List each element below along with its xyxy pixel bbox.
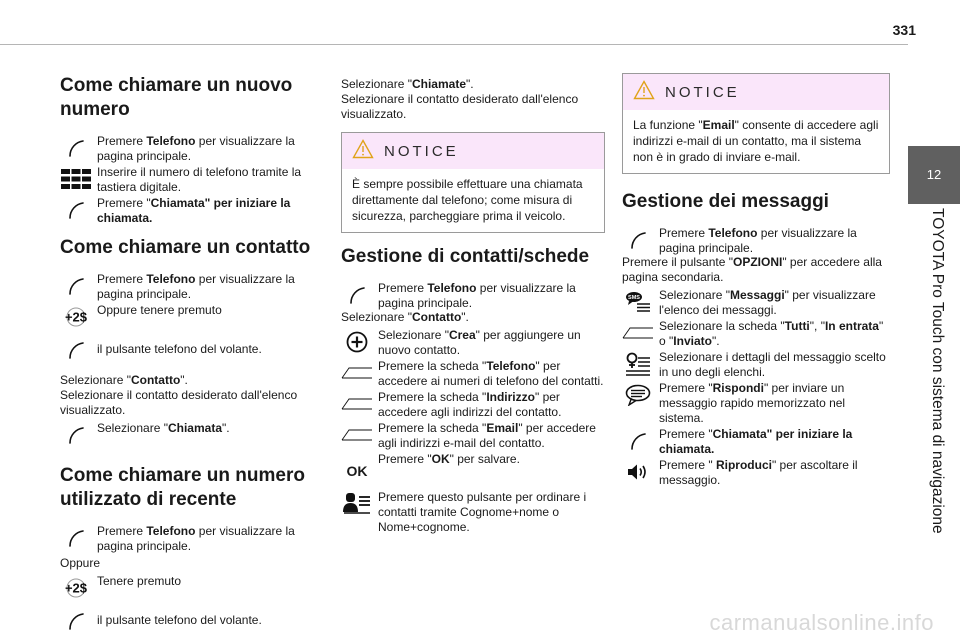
paragraph: Selezionare "Contatto". Selezionare il contatto desiderato dall'elenco visualizzato. <box>60 373 298 417</box>
notice-text: La funzione "Email" consente di accedere agli indirizzi e-mail di un contatto, ma il sistema non è in grado di inviare e-mail. <box>633 118 879 164</box>
step-row <box>622 226 890 256</box>
paragraph: Oppure <box>60 556 101 570</box>
svg-text:+2$: +2$ <box>64 309 88 325</box>
paragraph: Selezionare "Contatto". <box>341 310 469 324</box>
step-row <box>341 421 605 451</box>
notice-title: NOTICE <box>384 142 459 160</box>
step-row <box>341 281 605 311</box>
step-row <box>60 421 322 450</box>
keypad-icon <box>60 166 92 192</box>
step-text: Premere "Chiamata" per iniziare la chiamata. <box>659 427 853 456</box>
section-title-contacts: Gestione di contatti/schede <box>341 246 590 267</box>
step-text: Oppure tenere premuto <box>97 303 222 317</box>
speaker-icon <box>622 459 654 485</box>
notice-title: NOTICE <box>665 83 740 101</box>
paragraph: Selezionare "Chiamate". Selezionare il contatto desiderato dall'elenco visualizzato. <box>341 77 579 121</box>
step-row <box>60 272 322 302</box>
step-text: Premere la scheda "Indirizzo" per accedere agli indirizzi del contatto. <box>378 390 562 419</box>
notice-header <box>342 133 604 169</box>
ok-icon: OK <box>346 462 368 479</box>
step-row <box>60 165 322 195</box>
step-text: Selezionare "Messaggi" per visualizzare l'elenco dei messaggi. <box>659 288 876 317</box>
phone-handset-icon <box>60 273 92 299</box>
phone-handset-icon <box>60 337 92 363</box>
watermark: carmanualsonline.info <box>709 610 934 635</box>
step-text: Selezionare i dettagli del messaggio scelto in uno degli elenchi. <box>659 350 886 379</box>
step-row <box>622 288 890 318</box>
step-row <box>60 303 322 332</box>
step-text: Premere Telefono per visualizzare la pagina principale. <box>659 226 857 255</box>
phone-handset-icon <box>60 525 92 551</box>
phone-handset-icon <box>60 422 92 448</box>
step-row <box>622 350 890 380</box>
section-title-new-number: Come chiamare un nuovo numero <box>60 75 293 120</box>
phone-handset-icon <box>60 608 92 634</box>
tab-icon <box>341 422 373 448</box>
step-text: Premere Telefono per visualizzare la pagina principale. <box>97 272 295 301</box>
step-text: Premere questo pulsante per ordinare i contatti tramite Cognome+nome o Nome+cognome. <box>378 490 587 534</box>
sms-list-icon <box>622 289 654 315</box>
step-text: Premere "Chiamata" per iniziare la chiamata. <box>97 196 291 225</box>
svg-text:+2$: +2$ <box>64 580 88 596</box>
step-row <box>622 381 890 426</box>
phone-handset-icon <box>60 197 92 223</box>
message-details-icon <box>622 351 654 377</box>
phone-handset-icon <box>341 282 373 308</box>
phone-handset-icon <box>60 135 92 161</box>
message-reply-icon <box>622 382 654 408</box>
step-row <box>60 524 322 554</box>
step-row <box>341 390 605 420</box>
column-3 <box>622 68 890 489</box>
step-text: Premere Telefono per visualizzare la pagina principale. <box>97 134 295 163</box>
step-text: il pulsante telefono del volante. <box>97 342 262 356</box>
notice-box <box>622 73 890 174</box>
step-row <box>341 452 605 481</box>
phone-handset-icon <box>622 227 654 253</box>
warning-triangle-icon <box>633 80 655 104</box>
notice-header <box>623 74 889 110</box>
chapter-title: TOYOTA Pro Touch con sistema di navigazione <box>929 208 946 534</box>
step-text: Premere la scheda "Email" per accedere agli indirizzi e-mail del contatto. <box>378 421 596 450</box>
paragraph: Premere il pulsante "OPZIONI" per accedere alla pagina secondaria. <box>622 255 882 284</box>
step-text: Premere " Riproduci" per ascoltare il messaggio. <box>659 458 858 487</box>
step-row <box>60 336 322 365</box>
step-row <box>60 134 322 164</box>
step-row <box>622 427 890 457</box>
header-rule <box>0 44 908 45</box>
column-1 <box>60 68 322 637</box>
step-row <box>60 574 322 603</box>
step-text: Selezionare la scheda "Tutti", "In entrata" o "Inviato". <box>659 319 884 348</box>
tab-icon <box>341 391 373 417</box>
page-number: 331 <box>892 22 916 38</box>
column-2 <box>341 75 605 536</box>
step-text: Tenere premuto <box>97 574 182 588</box>
section-title-messages: Gestione dei messaggi <box>622 191 829 212</box>
step-text: Selezionare "Crea" per aggiungere un nuovo contatto. <box>378 328 581 357</box>
step-text: Inserire il numero di telefono tramite la tastiera digitale. <box>97 165 302 194</box>
step-row <box>60 607 322 636</box>
tab-icon <box>341 360 373 386</box>
section-title-recent-number: Come chiamare un numero utilizzato di recente <box>60 465 305 510</box>
phone-handset-icon <box>622 428 654 454</box>
plus-circle-icon <box>341 329 373 355</box>
svg-text:SMS: SMS <box>628 295 640 301</box>
step-text: il pulsante telefono del volante. <box>97 613 262 627</box>
tab-icon <box>622 320 654 346</box>
step-row <box>341 488 605 535</box>
step-row <box>341 328 605 358</box>
step-text: Premere Telefono per visualizzare la pagina principale. <box>378 281 576 310</box>
step-row <box>622 319 890 349</box>
step-text: Premere "Rispondi" per inviare un messaggio rapido memorizzato nel sistema. <box>659 381 846 425</box>
sort-contacts-icon <box>341 489 373 515</box>
chapter-tab[interactable]: 12 <box>908 146 960 204</box>
section-title-call-contact: Come chiamare un contatto <box>60 237 311 258</box>
notice-box <box>341 132 605 233</box>
notice-text: È sempre possibile effettuare una chiamata direttamente dal telefono; come misura di sicurezza, parcheggiare prima il veicolo. <box>352 177 583 223</box>
steering-wheel-buttons-icon <box>60 304 92 330</box>
step-text: Selezionare "Chiamata". <box>97 421 230 435</box>
step-row <box>341 359 605 389</box>
step-row <box>60 196 322 226</box>
step-row <box>622 458 890 488</box>
steering-wheel-buttons-icon <box>60 575 92 601</box>
step-text: Premere Telefono per visualizzare la pagina principale. <box>97 524 295 553</box>
step-text: Premere "OK" per salvare. <box>378 452 520 466</box>
step-text: Premere la scheda "Telefono" per accedere ai numeri di telefono del contatti. <box>378 359 604 388</box>
warning-triangle-icon <box>352 139 374 163</box>
